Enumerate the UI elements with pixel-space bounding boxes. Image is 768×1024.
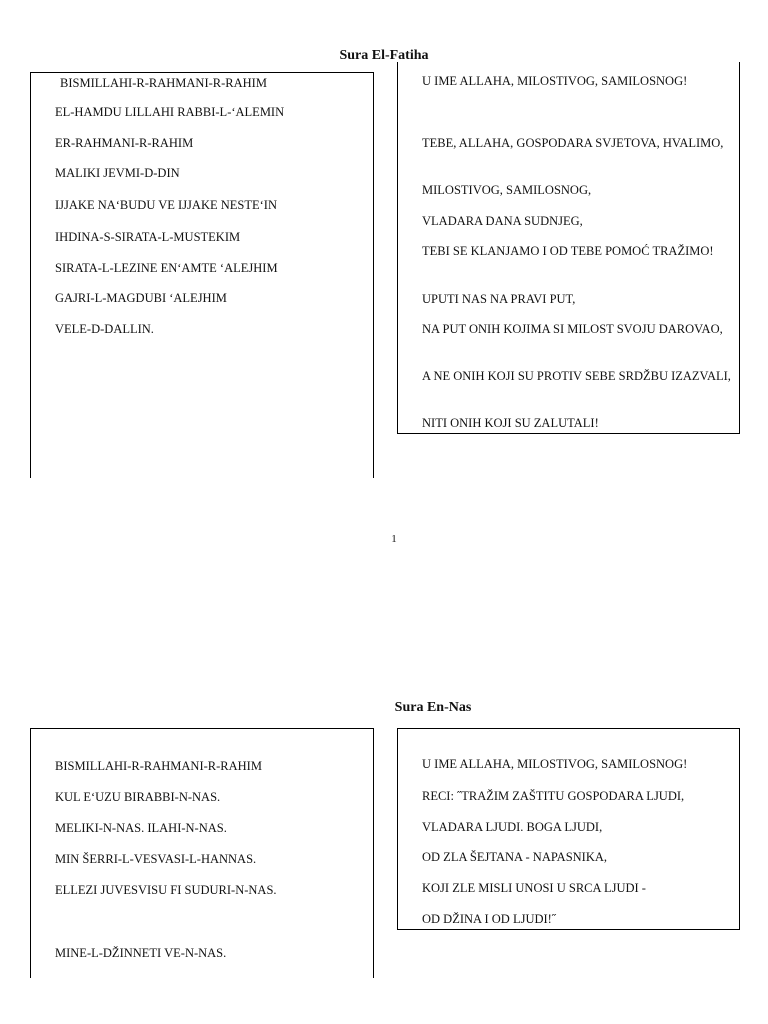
translation-line: TEBI SE KLANJAMO I OD TEBE POMOĆ TRAŽIMO!: [422, 244, 714, 258]
transliteration-box: [30, 72, 374, 478]
transliteration-line: ELLEZI JUVESVISU FI SUDURI-N-NAS.: [55, 883, 277, 897]
transliteration-line: BISMILLAHI-R-RAHMANI-R-RAHIM: [55, 759, 262, 773]
translation-line: VLADARA DANA SUDNJEG,: [422, 214, 583, 228]
transliteration-line: MELIKI-N-NAS. ILAHI-N-NAS.: [55, 821, 227, 835]
page-number: 1: [391, 533, 397, 545]
transliteration-line: MIN ŠERRI-L-VESVASI-L-HANNAS.: [55, 852, 257, 866]
translation-line: MILOSTIVOG, SAMILOSNOG,: [422, 183, 592, 197]
transliteration-line: BISMILLAHI-R-RAHMANI-R-RAHIM: [60, 76, 267, 90]
transliteration-line: GAJRI-L-MAGDUBI ‘ALEJHIM: [55, 291, 227, 305]
transliteration-line: MALIKI JEVMI-D-DIN: [55, 166, 180, 180]
translation-line: NITI ONIH KOJI SU ZALUTALI!: [422, 416, 599, 430]
translation-line: VLADARA LJUDI. BOGA LJUDI,: [422, 820, 603, 834]
translation-line: TEBE, ALLAHA, GOSPODARA SVJETOVA, HVALIMO,: [422, 136, 724, 150]
translation-line: U IME ALLAHA, MILOSTIVOG, SAMILOSNOG!: [422, 757, 688, 771]
translation-line: UPUTI NAS NA PRAVI PUT,: [422, 292, 576, 306]
transliteration-line: EL-HAMDU LILLAHI RABBI-L-‘ALEMIN: [55, 105, 285, 119]
transliteration-line: MINE-L-DŽINNETI VE-N-NAS.: [55, 946, 227, 960]
transliteration-line: VELE-D-DALLIN.: [55, 322, 154, 336]
translation-line: OD ZLA ŠEJTANA - NAPASNIKA,: [422, 850, 608, 864]
translation-line: NA PUT ONIH KOJIMA SI MILOST SVOJU DAROVAO,: [422, 322, 723, 336]
transliteration-line: IJJAKE NA‘BUDU VE IJJAKE NESTE‘IN: [55, 198, 277, 212]
translation-line: RECI: ˝TRAŽIM ZAŠTITU GOSPODARA LJUDI,: [422, 789, 685, 803]
page-title: Sura El-Fatiha: [339, 48, 429, 63]
transliteration-line: KUL E‘UZU BIRABBI-N-NAS.: [55, 790, 221, 804]
translation-line: OD DŽINA I OD LJUDI!˝: [422, 912, 557, 926]
translation-line: KOJI ZLE MISLI UNOSI U SRCA LJUDI -: [422, 881, 646, 895]
transliteration-line: IHDINA-S-SIRATA-L-MUSTEKIM: [55, 230, 241, 244]
translation-line: U IME ALLAHA, MILOSTIVOG, SAMILOSNOG!: [422, 74, 688, 88]
page-title: Sura En-Nas: [394, 700, 472, 715]
transliteration-line: SIRATA-L-LEZINE EN‘AMTE ‘ALEJHIM: [55, 261, 278, 275]
transliteration-line: ER-RAHMANI-R-RAHIM: [55, 136, 194, 150]
translation-line: A NE ONIH KOJI SU PROTIV SEBE SRDŽBU IZAZVALI,: [422, 369, 731, 383]
